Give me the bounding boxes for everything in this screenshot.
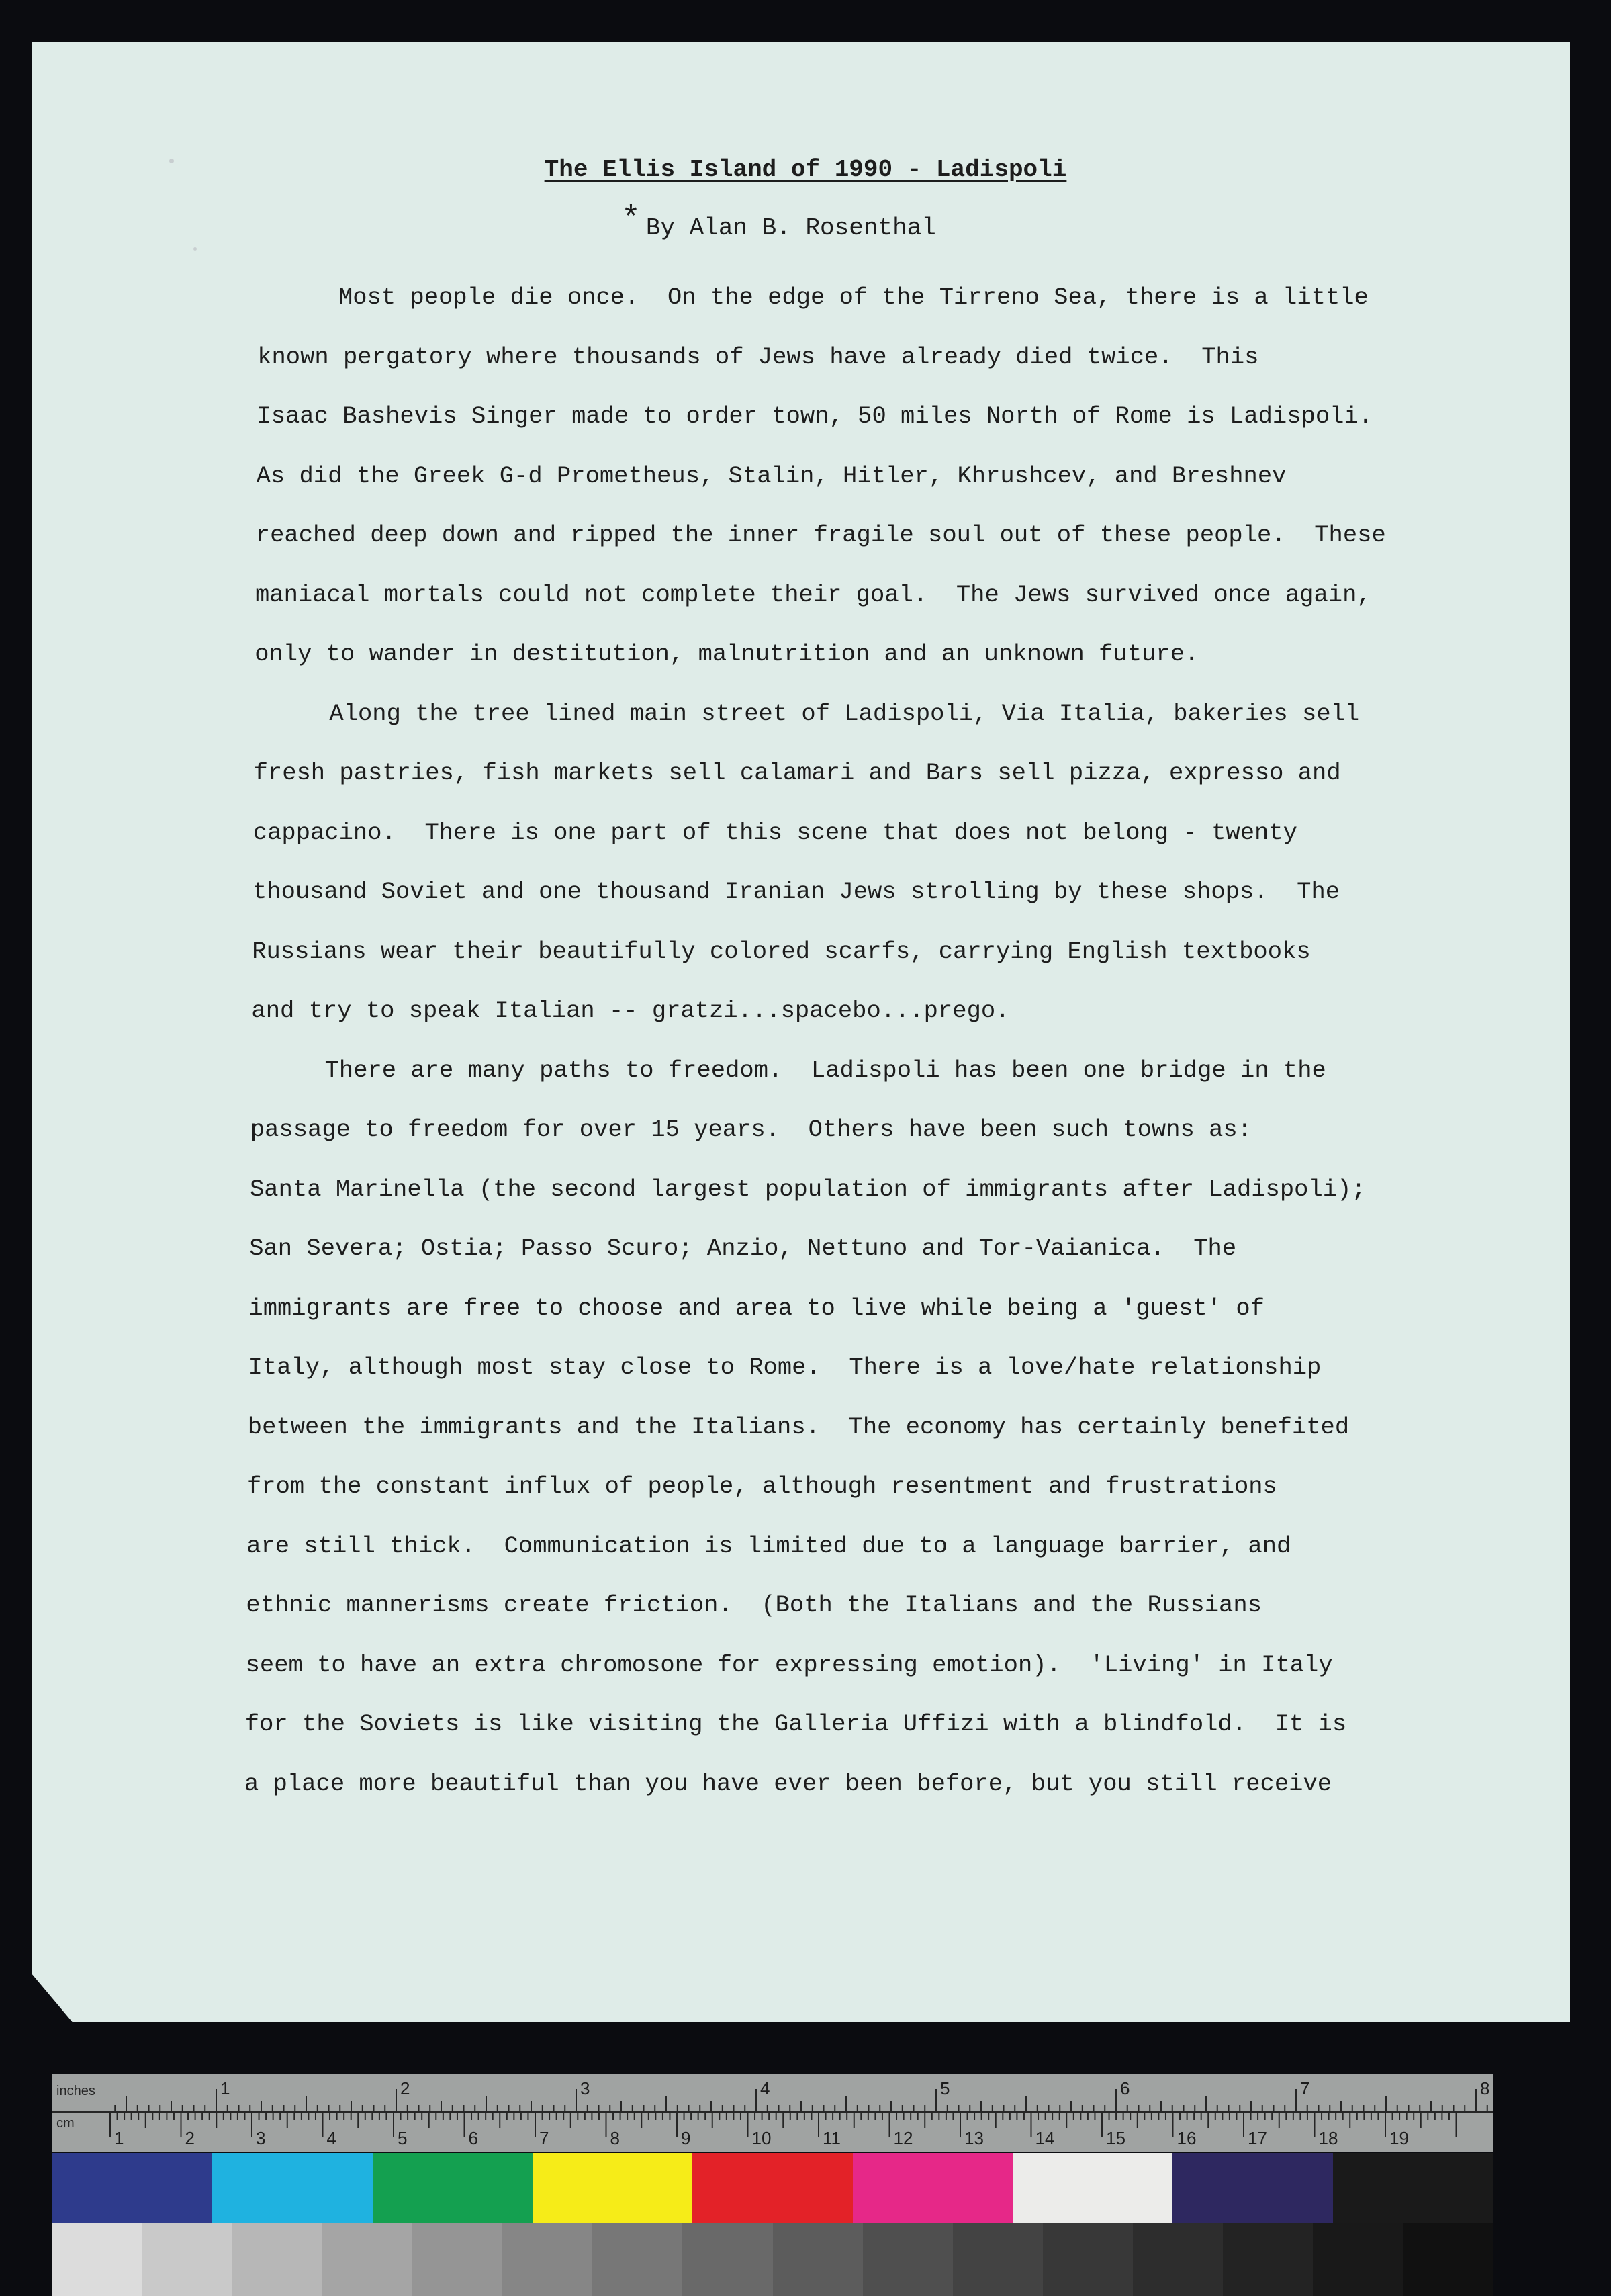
ruler-inch-number: 2: [400, 2078, 410, 2099]
color-patch: [52, 2153, 213, 2223]
ruler-cm-number: 1: [114, 2128, 124, 2148]
ruler-ticks: [52, 2074, 1493, 2152]
color-patch: [1333, 2153, 1493, 2223]
body-line: Russians wear their beautifully colored scarfs, carrying English textbooks: [252, 937, 1311, 965]
gray-patch: [682, 2223, 773, 2296]
gray-patch: [52, 2223, 143, 2296]
gray-patch: [1223, 2223, 1314, 2296]
ruler-cm-number: 3: [256, 2128, 266, 2148]
body-line: passage to freedom for over 15 years. Others have been such towns as:: [250, 1116, 1252, 1143]
gray-patch: [592, 2223, 683, 2296]
color-patch: [373, 2153, 533, 2223]
body-line: ethnic mannerisms create friction. (Both the Italians and the Russians: [246, 1591, 1262, 1619]
gray-patch: [863, 2223, 954, 2296]
ruler-inch-number: 8: [1480, 2078, 1490, 2099]
body-line: a place more beautiful than you have ever been before, but you still receive: [244, 1769, 1332, 1798]
body-line: known pergatory where thousands of Jews have already died twice. This: [257, 343, 1259, 371]
ruler-cm-number: 6: [468, 2128, 478, 2148]
ruler-cm-number: 11: [823, 2128, 841, 2148]
gray-patch: [322, 2223, 413, 2296]
ruler-cm-number: 18: [1318, 2128, 1338, 2148]
ruler-inch-number: 6: [1120, 2078, 1130, 2099]
body-line: San Severa; Ostia; Passo Scuro; Anzio, Nettuno and Tor-Vaianica. The: [249, 1235, 1237, 1262]
ruler-inch-number: 7: [1300, 2078, 1310, 2099]
ruler-inch-number: 4: [760, 2078, 770, 2099]
byline-text: By Alan B. Rosenthal: [645, 214, 936, 242]
body-line: and try to speak Italian -- gratzi...spacebo...prego.: [251, 997, 1010, 1024]
body-line: Isaac Bashevis Singer made to order town, 50 miles North of Rome is Ladispoli.: [257, 402, 1373, 430]
body-line: are still thick. Communication is limited due to a language barrier, and: [246, 1532, 1291, 1560]
body-line: thousand Soviet and one thousand Iranian Jews strolling by these shops. The: [252, 878, 1340, 906]
body-line: fresh pastries, fish markets sell calamari and Bars sell pizza, expresso and: [253, 759, 1341, 787]
ruler-cm-number: 2: [185, 2128, 195, 2148]
gray-patch: [773, 2223, 864, 2296]
ruler-cm-number: 12: [893, 2128, 913, 2148]
body-line: for the Soviets is like visiting the Galleria Uffizi with a blindfold. It is: [244, 1710, 1347, 1738]
color-calibration-chart: [52, 2153, 1493, 2296]
cm-label: cm: [56, 2116, 75, 2131]
gray-patch: [1043, 2223, 1134, 2296]
body-line: from the constant influx of people, although resentment and frustrations: [247, 1472, 1277, 1500]
color-patch: [212, 2153, 373, 2223]
footnote-mark: *: [621, 202, 641, 238]
gray-patch: [502, 2223, 593, 2296]
gray-patch: [953, 2223, 1044, 2296]
body-line: Santa Marinella (the second largest population of immigrants after Ladispoli);: [250, 1175, 1366, 1203]
color-patch: [1172, 2153, 1333, 2223]
color-patch: [853, 2153, 1013, 2223]
ruler-cm-number: 16: [1177, 2128, 1197, 2148]
ruler-cm-number: 19: [1389, 2128, 1409, 2148]
body-line: seem to have an extra chromosone for expressing emotion). 'Living' in Italy: [245, 1650, 1333, 1679]
ruler-cm-number: 17: [1248, 2128, 1267, 2148]
color-patch: [1013, 2153, 1173, 2223]
body-line: There are many paths to freedom. Ladispoli has been one bridge in the: [324, 1056, 1326, 1084]
gray-patch: [232, 2223, 323, 2296]
body-line: As did the Greek G-d Prometheus, Stalin, Hitler, Khrushcev, and Breshnev: [256, 461, 1287, 490]
paper-speck: [193, 247, 197, 251]
body-line: reached deep down and ripped the inner fragile soul out of these people. These: [255, 521, 1386, 549]
color-patch: [533, 2153, 693, 2223]
body-line: between the immigrants and the Italians. The economy has certainly benefited: [247, 1413, 1350, 1441]
ruler-cm-number: 4: [326, 2128, 336, 2148]
gray-patch: [1133, 2223, 1224, 2296]
gray-patch: [142, 2223, 233, 2296]
byline: [621, 202, 936, 245]
ruler-inch-number: 5: [940, 2078, 950, 2099]
document-title: The Ellis Island of 1990 - Ladispoli: [544, 156, 1067, 183]
body-line: Along the tree lined main street of Ladispoli, Via Italia, bakeries sell: [329, 699, 1360, 727]
inches-label: inches: [56, 2084, 95, 2099]
ruler-cm-number: 10: [751, 2128, 772, 2148]
color-patch: [692, 2153, 853, 2223]
ruler-cm-number: 7: [539, 2128, 549, 2148]
ruler-inch-number: 1: [220, 2078, 230, 2099]
measurement-ruler: [52, 2074, 1493, 2152]
gray-patch: [412, 2223, 503, 2296]
body-line: only to wander in destitution, malnutrition and an unknown future.: [255, 640, 1199, 668]
ruler-cm-number: 5: [398, 2128, 408, 2148]
ruler-cm-number: 8: [610, 2128, 620, 2148]
ruler-inch-number: 3: [580, 2078, 590, 2099]
gray-patch: [1403, 2223, 1493, 2296]
body-line: maniacal mortals could not complete their goal. The Jews survived once again,: [255, 580, 1371, 609]
body-line: cappacino. There is one part of this scene that does not belong - twenty: [252, 818, 1297, 846]
ruler-cm-number: 9: [681, 2128, 691, 2148]
gray-patch: [1313, 2223, 1403, 2296]
body-line: Most people die once. On the edge of the Tirreno Sea, there is a little: [338, 283, 1369, 311]
body-line: immigrants are free to choose and area to live while being a 'guest' of: [248, 1294, 1264, 1322]
body-line: Italy, although most stay close to Rome. There is a love/hate relationship: [248, 1354, 1322, 1381]
ruler-cm-number: 15: [1106, 2128, 1125, 2148]
ruler-cm-number: 14: [1035, 2128, 1055, 2148]
ruler-cm-number: 13: [964, 2128, 984, 2148]
